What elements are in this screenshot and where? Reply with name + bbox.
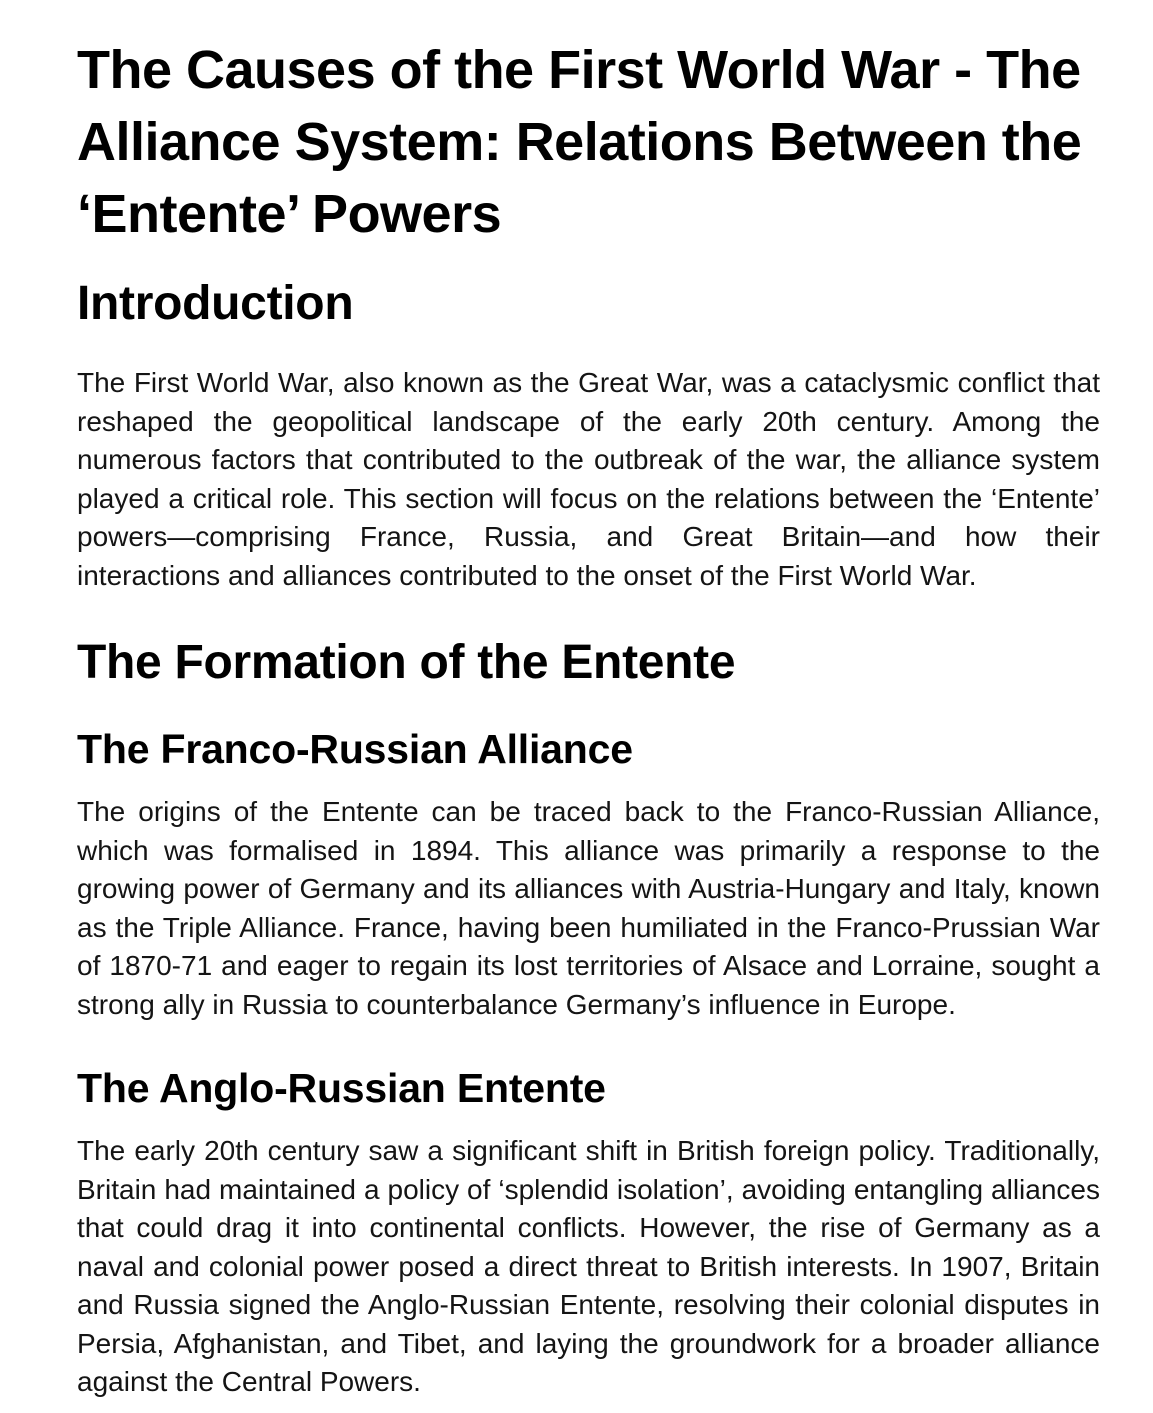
paragraph-introduction: The First World War, also known as the Great War, was a cataclysmic conflict that reshaped the geopolitical landscape of the early 20th century. Among the numerous factors that contributed to the outbreak of the war, the alliance system played a critical role. This section will focus on the relations between the ‘Entente’ powers—comprising France, Russia, and Great Britain—and how their interactions and alliances contributed to the onset of the First World War. <box>77 367 1100 591</box>
paragraph-anglo-russian-entente: The early 20th century saw a significant shift in British foreign policy. Traditionally, Britain had maintained a policy of ‘splendid isolation’, avoiding entangling alliances that could drag it into continental conflicts. However, the rise of Germany as a naval and colonial power posed a direct threat to British interests. In 1907, Britain and Russia signed the Anglo-Russian Entente, resolving their colonial disputes in Persia, Afghanistan, and Tibet, and laying the groundwork for a broader alliance against the Central Powers. <box>77 1135 1100 1397</box>
heading-anglo-russian-entente: The Anglo-Russian Entente <box>77 1065 606 1111</box>
heading-formation-of-the-entente: The Formation of the Entente <box>77 636 736 689</box>
heading-franco-russian-alliance: The Franco-Russian Alliance <box>77 726 633 772</box>
document-title: The Causes of the First World War - The Alliance System: Relations Between the ‘Entente’ Powers <box>77 40 1082 244</box>
paragraph-franco-russian-alliance: The origins of the Entente can be traced back to the Franco-Russian Alliance, which was formalised in 1894. This alliance was primarily a response to the growing power of Germany and its alliances with Austria-Hungary and Italy, known as the Triple Alliance. France, having been humiliated in the Franco-Prussian War of 1870-71 and eager to regain its lost territories of Alsace and Lorraine, sought a strong ally in Russia to counterbalance Germany’s influence in Europe. <box>77 796 1100 1020</box>
heading-introduction: Introduction <box>77 277 354 330</box>
